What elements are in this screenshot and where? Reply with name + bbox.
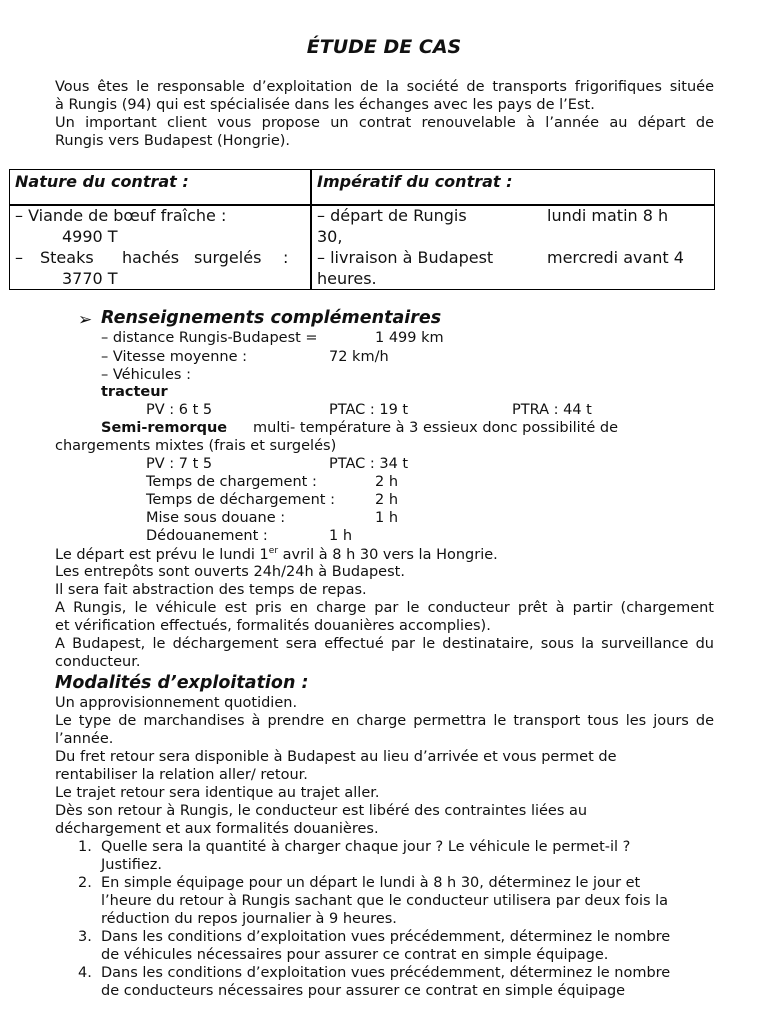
vitesse-label: – Vitesse moyenne : (101, 349, 248, 365)
time-value: 1 h (375, 510, 399, 526)
time-label: Mise sous douane : (146, 510, 286, 526)
modalites-line: Le type de marchandises à prendre en charge permettra le transport tous les jours de (55, 713, 714, 729)
table-cell: – départ de Rungis (317, 206, 467, 225)
semi-label: Semi-remorque (101, 420, 228, 436)
intro-line: Un important client vous propose un contrat renouvelable à l’année au départ de (55, 115, 714, 131)
time-value: 2 h (375, 474, 399, 490)
section-heading: Renseignements complémentaires (101, 308, 442, 328)
intro-line: Rungis vers Budapest (Hongrie). (55, 133, 291, 149)
modalites-heading: Modalités d’exploitation : (55, 673, 309, 693)
distance-label: – distance Rungis-Budapest = (101, 330, 318, 346)
question-line: Quelle sera la quantité à charger chaque jour ? Le véhicule le permet-il ? (101, 839, 631, 855)
question-line: de conducteurs nécessaires pour assurer ce contrat en simple équipage (101, 983, 626, 999)
table-cell: heures. (317, 269, 377, 288)
paragraph-line: A Rungis, le véhicule est pris en charge par le conducteur prêt à partir (chargement (55, 600, 714, 616)
time-value: 2 h (375, 492, 399, 508)
table-cell: – Viande de bœuf fraîche : (15, 206, 227, 225)
question-line: En simple équipage pour un départ le lundi à 8 h 30, déterminez le jour et (101, 875, 641, 891)
superscript: er (268, 546, 279, 556)
bullet-arrow-icon: ➢ (78, 310, 93, 330)
time-label: Dédouanement : (146, 528, 268, 544)
table-cell: – livraison à Budapest (317, 248, 494, 267)
modalites-line: l’année. (55, 731, 114, 747)
question-line: Justifiez. (101, 857, 163, 873)
tracteur-ptac: PTAC : 19 t (329, 402, 409, 418)
intro-line: Vous êtes le responsable d’exploitation de la société de transports frigorifiques située (55, 79, 714, 95)
modalites-line: déchargement et aux formalités douanières. (55, 821, 379, 837)
table-cell: 4990 T (62, 227, 118, 246)
time-label: Temps de chargement : (146, 474, 317, 490)
question-line: de véhicules nécessaires pour assurer ce contrat en simple équipage. (101, 947, 609, 963)
paragraph-line: A Budapest, le déchargement sera effectué par le destinataire, sous la surveillance du (55, 636, 714, 652)
table-header-nature: Nature du contrat : (15, 172, 189, 191)
intro-line: à Rungis (94) qui est spécialisée dans les échanges avec les pays de l’Est. (55, 97, 595, 113)
paragraph-line: conducteur. (55, 654, 141, 670)
table-cell: : (283, 248, 289, 267)
paragraph-line: et vérification effectués, formalités douanières accomplies). (55, 618, 491, 634)
depart-text: Le départ est prévu le lundi 1 (55, 546, 269, 563)
question-number: 2. (78, 875, 92, 891)
tracteur-ptra: PTRA : 44 t (512, 402, 592, 418)
question-line: Dans les conditions d’exploitation vues précédemment, déterminez le nombre (101, 965, 671, 981)
question-line: réduction du repos journalier à 9 heures. (101, 911, 397, 927)
depart-text: avril à 8 h 30 vers la Hongrie. (278, 546, 498, 563)
table-cell: Steaks (40, 248, 94, 267)
semi-text: multi- température à 3 essieux donc possibilité de (253, 420, 619, 436)
depart-line (55, 546, 498, 563)
semi-ptac: PTAC : 34 t (329, 456, 409, 472)
semi-pv: PV : 7 t 5 (146, 456, 213, 472)
question-line: Dans les conditions d’exploitation vues précédemment, déterminez le nombre (101, 929, 671, 945)
paragraph-line: Il sera fait abstraction des temps de repas. (55, 582, 367, 598)
tracteur-pv: PV : 6 t 5 (146, 402, 213, 418)
tracteur-label: tracteur (101, 384, 168, 400)
contract-table (9, 169, 715, 290)
question-number: 4. (78, 965, 92, 981)
vitesse-value: 72 km/h (329, 349, 389, 365)
question-number: 1. (78, 839, 92, 855)
modalites-line: Du fret retour sera disponible à Budapest au lieu d’arrivée et vous permet de (55, 749, 617, 765)
table-divider (310, 170, 312, 289)
time-value: 1 h (329, 528, 353, 544)
modalites-line: Dès son retour à Rungis, le conducteur est libéré des contraintes liées au (55, 803, 588, 819)
table-cell: lundi matin 8 h (547, 206, 669, 225)
table-header-imperatif: Impératif du contrat : (317, 172, 513, 191)
distance-value: 1 499 km (375, 330, 444, 346)
semi-text: chargements mixtes (frais et surgelés) (55, 438, 337, 454)
document-title: ÉTUDE DE CAS (306, 36, 462, 58)
modalites-line: Le trajet retour sera identique au trajet aller. (55, 785, 380, 801)
table-cell: 3770 T (62, 269, 118, 288)
question-line: l’heure du retour à Rungis sachant que le conducteur utilisera par deux fois la (101, 893, 669, 909)
question-number: 3. (78, 929, 92, 945)
paragraph-line: Les entrepôts sont ouverts 24h/24h à Budapest. (55, 564, 405, 580)
table-cell: mercredi avant 4 (547, 248, 684, 267)
table-cell: surgelés (194, 248, 262, 267)
table-cell: 30, (317, 227, 343, 246)
modalites-line: Un approvisionnement quotidien. (55, 695, 298, 711)
vehicules-label: – Véhicules : (101, 367, 191, 383)
modalites-line: rentabiliser la relation aller/ retour. (55, 767, 308, 783)
table-cell: – (15, 248, 23, 267)
table-cell: hachés (122, 248, 180, 267)
time-label: Temps de déchargement : (146, 492, 335, 508)
